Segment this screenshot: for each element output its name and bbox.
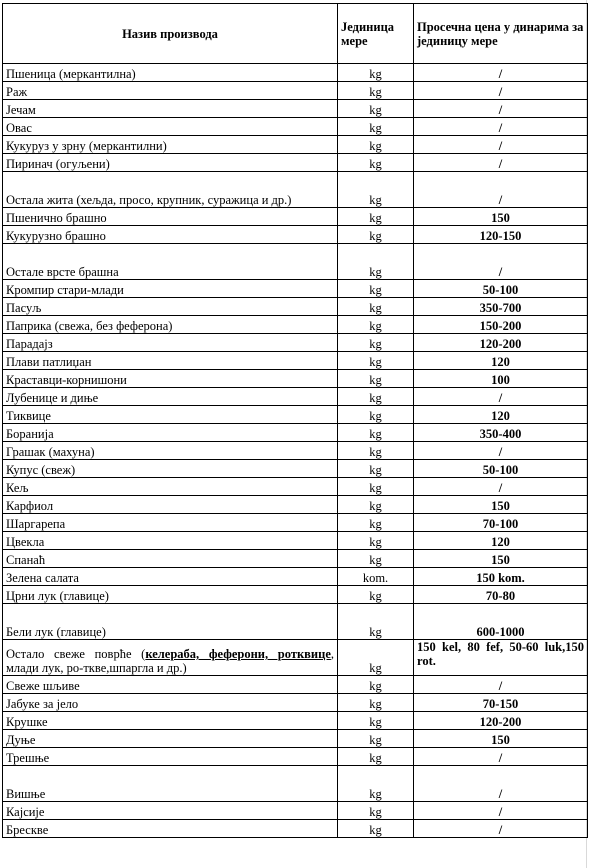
product-name: Грашак (махуна) — [3, 442, 338, 460]
table-row — [3, 172, 588, 208]
product-unit: kg — [338, 64, 414, 82]
product-name: Вишње — [3, 766, 338, 802]
product-unit: kg — [338, 766, 414, 802]
product-name: Брескве — [3, 820, 338, 838]
product-name: Јечам — [3, 100, 338, 118]
product-price: 120-150 — [414, 226, 588, 244]
product-unit: kg — [338, 226, 414, 244]
product-price: 120 — [414, 532, 588, 550]
product-price: / — [414, 802, 588, 820]
product-name: Плави патлиџан — [3, 352, 338, 370]
product-unit: kg — [338, 586, 414, 604]
table-row — [3, 640, 588, 676]
product-unit: kg — [338, 352, 414, 370]
header-name: Назив производа — [3, 4, 338, 64]
product-unit: kg — [338, 118, 414, 136]
table-row — [3, 820, 588, 838]
product-unit: kg — [338, 172, 414, 208]
product-price: / — [414, 388, 588, 406]
table-row — [3, 352, 588, 370]
product-name: Јабуке за јело — [3, 694, 338, 712]
product-unit: kg — [338, 388, 414, 406]
product-price: / — [414, 154, 588, 172]
product-price: 100 — [414, 370, 588, 388]
product-name: Трешње — [3, 748, 338, 766]
product-unit: kg — [338, 316, 414, 334]
product-unit: kg — [338, 496, 414, 514]
product-name: Спанаћ — [3, 550, 338, 568]
table-row — [3, 118, 588, 136]
product-price: / — [414, 748, 588, 766]
product-unit: kg — [338, 82, 414, 100]
product-price: 70-100 — [414, 514, 588, 532]
product-name: Паприка (свежа, без феферона) — [3, 316, 338, 334]
product-price: 120-200 — [414, 334, 588, 352]
table-row — [3, 154, 588, 172]
table-row — [3, 586, 588, 604]
product-unit: kg — [338, 406, 414, 424]
table-row — [3, 82, 588, 100]
product-name: Кромпир стари-млади — [3, 280, 338, 298]
product-price: / — [414, 676, 588, 694]
table-row — [3, 388, 588, 406]
product-unit: kg — [338, 604, 414, 640]
product-unit: kg — [338, 298, 414, 316]
header-row — [3, 4, 588, 64]
product-name: Пшенично брашно — [3, 208, 338, 226]
product-name: Остала жита (хељда, просо, крупник, суражица и др.) — [3, 172, 338, 208]
product-unit: kg — [338, 694, 414, 712]
product-price: 150 — [414, 730, 588, 748]
product-price: 50-100 — [414, 280, 588, 298]
product-name: Овас — [3, 118, 338, 136]
header-unit: Јединица мере — [338, 4, 414, 64]
product-name: Цвекла — [3, 532, 338, 550]
product-price: / — [414, 820, 588, 838]
product-price: 120 — [414, 352, 588, 370]
product-price: / — [414, 244, 588, 280]
product-name: Карфиол — [3, 496, 338, 514]
product-price: / — [414, 100, 588, 118]
product-unit: kg — [338, 370, 414, 388]
product-name: Зелена салата — [3, 568, 338, 586]
table-row — [3, 406, 588, 424]
product-unit: kg — [338, 100, 414, 118]
product-price: 150 — [414, 550, 588, 568]
table-row — [3, 226, 588, 244]
product-name: Бели лук (главице) — [3, 604, 338, 640]
table-row — [3, 208, 588, 226]
table-row — [3, 748, 588, 766]
product-name: Кајсије — [3, 802, 338, 820]
product-unit: kg — [338, 478, 414, 496]
product-name: Свеже шљиве — [3, 676, 338, 694]
product-price: 120 — [414, 406, 588, 424]
table-row — [3, 568, 588, 586]
product-name: Црни лук (главице) — [3, 586, 338, 604]
product-unit: kg — [338, 460, 414, 478]
table-row — [3, 478, 588, 496]
product-name: Кељ — [3, 478, 338, 496]
table-row — [3, 100, 588, 118]
table-row — [3, 280, 588, 298]
product-price: / — [414, 172, 588, 208]
product-unit: kg — [338, 550, 414, 568]
product-name: Кукурузно брашно — [3, 226, 338, 244]
product-unit: kg — [338, 730, 414, 748]
table-row — [3, 316, 588, 334]
table-row — [3, 64, 588, 82]
product-unit: kg — [338, 244, 414, 280]
header-price: Просечна цена у динарима за јединицу мере — [414, 4, 588, 64]
product-price: / — [414, 442, 588, 460]
product-name: Шаргарепа — [3, 514, 338, 532]
table-row — [3, 514, 588, 532]
table-row — [3, 766, 588, 802]
product-price: 150 kom. — [414, 568, 588, 586]
table-row — [3, 694, 588, 712]
table-row — [3, 550, 588, 568]
product-name-part: Остало свеже поврће ( — [6, 647, 146, 661]
product-unit: kg — [338, 514, 414, 532]
product-price: / — [414, 64, 588, 82]
product-name: Кукуруз у зрну (меркантилни) — [3, 136, 338, 154]
table-row — [3, 424, 588, 442]
product-name: Дуње — [3, 730, 338, 748]
table-row — [3, 460, 588, 478]
table-row — [3, 442, 588, 460]
table-row — [3, 298, 588, 316]
product-unit: kg — [338, 154, 414, 172]
product-name: Остале врсте брашна — [3, 244, 338, 280]
product-price: 150 — [414, 208, 588, 226]
product-price: 350-700 — [414, 298, 588, 316]
price-table — [2, 3, 588, 838]
product-unit: kg — [338, 640, 414, 676]
product-price: 150-200 — [414, 316, 588, 334]
product-name: Тиквице — [3, 406, 338, 424]
product-price: / — [414, 478, 588, 496]
product-unit: kg — [338, 334, 414, 352]
product-name: Крушке — [3, 712, 338, 730]
table-row — [3, 712, 588, 730]
product-name: Боранија — [3, 424, 338, 442]
product-price: 150 kel, 80 fef, 50-60 luk,150 rot. — [414, 640, 588, 676]
product-unit: kg — [338, 712, 414, 730]
product-price: 120-200 — [414, 712, 588, 730]
table-row — [3, 244, 588, 280]
product-name: Пшеница (меркантилна) — [3, 64, 338, 82]
product-unit: kg — [338, 676, 414, 694]
product-price: / — [414, 118, 588, 136]
product-name: Краставци-корнишони — [3, 370, 338, 388]
product-price: 70-80 — [414, 586, 588, 604]
product-price: 600-1000 — [414, 604, 588, 640]
table-row — [3, 802, 588, 820]
product-name — [3, 640, 338, 676]
product-name: Пиринач (огуљени) — [3, 154, 338, 172]
product-unit: kom. — [338, 568, 414, 586]
product-unit: kg — [338, 748, 414, 766]
product-name-part: , млади лук, ро-ткве,шпаргла и др.) — [6, 647, 334, 675]
product-name: Купус (свеж) — [3, 460, 338, 478]
table-row — [3, 334, 588, 352]
product-price: / — [414, 136, 588, 154]
product-price: / — [414, 766, 588, 802]
product-unit: kg — [338, 802, 414, 820]
product-price: / — [414, 82, 588, 100]
product-name: Раж — [3, 82, 338, 100]
product-price: 70-150 — [414, 694, 588, 712]
table-row — [3, 496, 588, 514]
product-name: Парадајз — [3, 334, 338, 352]
product-name-highlight: келераба, феферони, ротквице — [145, 647, 331, 661]
product-unit: kg — [338, 208, 414, 226]
product-unit: kg — [338, 424, 414, 442]
product-unit: kg — [338, 442, 414, 460]
product-unit: kg — [338, 136, 414, 154]
table-row — [3, 370, 588, 388]
product-price: 150 — [414, 496, 588, 514]
product-name: Лубенице и диње — [3, 388, 338, 406]
product-name: Пасуљ — [3, 298, 338, 316]
table-row — [3, 730, 588, 748]
product-unit: kg — [338, 280, 414, 298]
product-price: 350-400 — [414, 424, 588, 442]
table-row — [3, 532, 588, 550]
table-row — [3, 676, 588, 694]
table-row — [3, 136, 588, 154]
table-row — [3, 604, 588, 640]
product-unit: kg — [338, 820, 414, 838]
product-price: 50-100 — [414, 460, 588, 478]
product-unit: kg — [338, 532, 414, 550]
